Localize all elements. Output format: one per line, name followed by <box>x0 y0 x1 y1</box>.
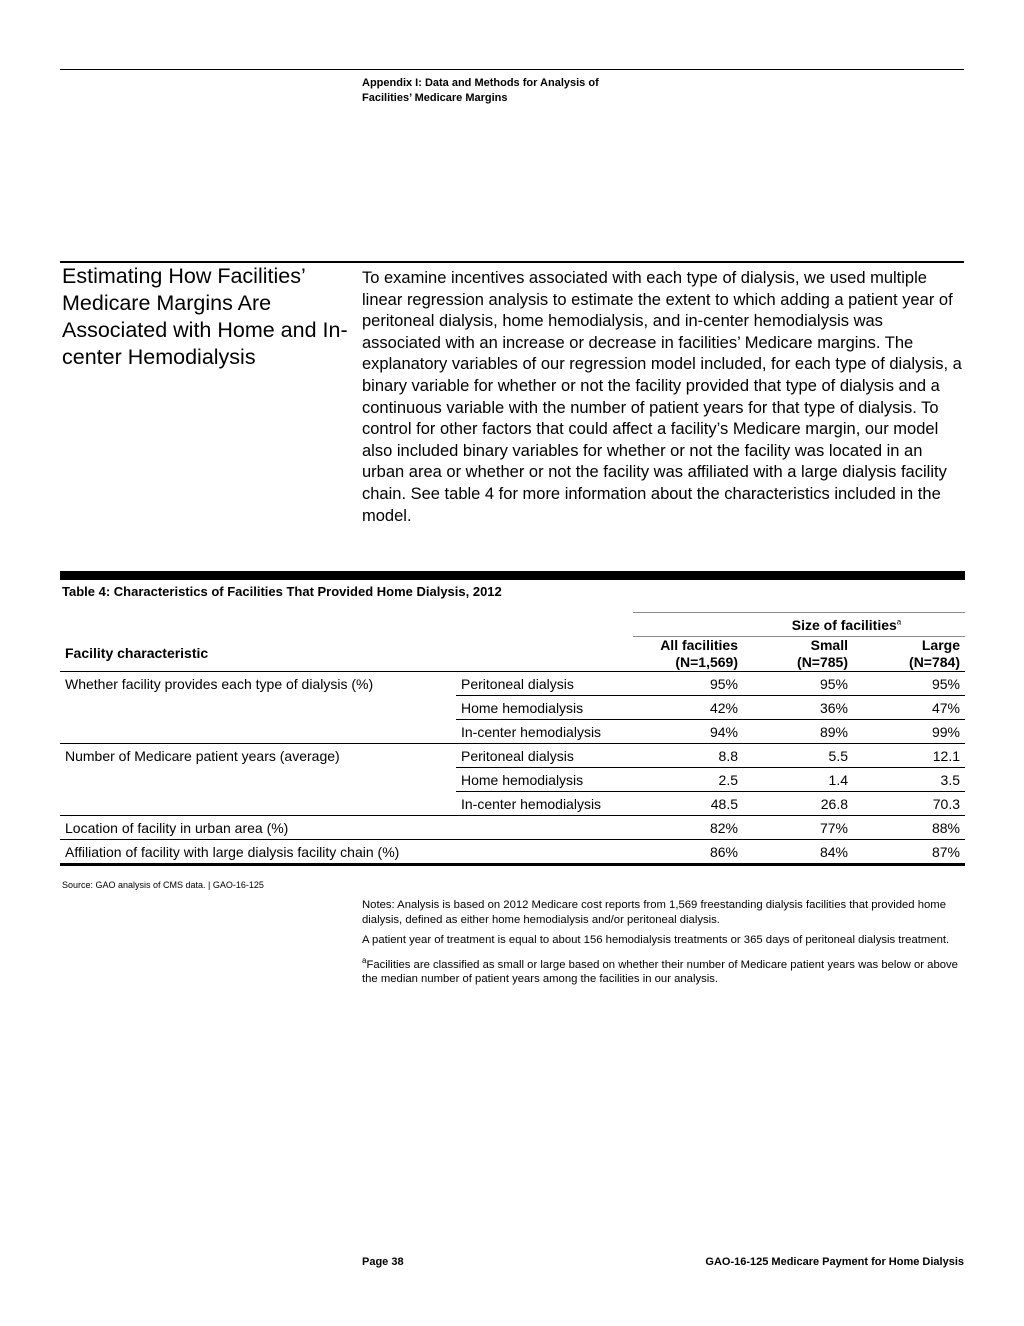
cell-all: 86% <box>633 840 743 865</box>
cell-small: 36% <box>743 696 853 720</box>
cell-all: 94% <box>633 720 743 744</box>
cell-large: 70.3 <box>853 792 965 816</box>
row-subtype <box>456 816 633 840</box>
note-3-text: Facilities are classified as small or large based on whether their number of Medicare patient years was below or above the median number of patient years among the facilities in our analysis. <box>362 958 958 986</box>
col-small-line2: (N=785) <box>797 654 848 670</box>
table-source: Source: GAO analysis of CMS data. | GAO-16-125 <box>62 880 264 890</box>
col-header-characteristic: Facility characteristic <box>65 645 209 662</box>
row-characteristic: Whether facility provides each type of dialysis (%) <box>60 672 456 696</box>
header-rule <box>60 69 964 70</box>
col-all-line1: All facilities <box>660 637 738 653</box>
section-heading: Estimating How Facilities’ Medicare Margins Are Associated with Home and In-center Hemodialysis <box>62 264 348 369</box>
cell-all: 95% <box>633 672 743 696</box>
row-characteristic <box>60 792 456 816</box>
col-large-line1: Large <box>921 637 960 653</box>
row-characteristic: Affiliation of facility with large dialysis facility chain (%) <box>60 840 456 865</box>
cell-all: 82% <box>633 816 743 840</box>
note-3-marker: a <box>362 955 367 965</box>
col-header-small <box>743 637 853 672</box>
cell-small: 95% <box>743 672 853 696</box>
footer-report-title: GAO-16-125 Medicare Payment for Home Dialysis <box>705 1256 964 1268</box>
table-header-columns-row <box>60 637 965 672</box>
row-characteristic: Number of Medicare patient years (average) <box>60 744 456 768</box>
cell-all: 2.5 <box>633 768 743 792</box>
col-header-all-facilities <box>633 637 743 672</box>
footer-page-number: Page 38 <box>362 1256 404 1268</box>
cell-all: 42% <box>633 696 743 720</box>
cell-small: 84% <box>743 840 853 865</box>
table-row <box>60 672 965 696</box>
table-row <box>60 696 965 720</box>
table-row <box>60 768 965 792</box>
col-all-line2: (N=1,569) <box>675 654 738 670</box>
table-row <box>60 744 965 768</box>
cell-large: 3.5 <box>853 768 965 792</box>
row-subtype: Home hemodialysis <box>456 768 633 792</box>
section-body-paragraph: To examine incentives associated with each type of dialysis, we used multiple linear regression analysis to estimate the extent to which adding a patient year of peritoneal dialysis, home hemodialysis, and in-center hemodialysis was associated with an increase or decrease in facilities’ Medicare margins. The explanatory variables of our regression model included, for each type of dialysis, a binary variable for whether or not the facility provided that type of dialysis and a continuous variable with the number of patient years for that type of dialysis. To control for other factors that could affect a facility’s Medicare margin, our model also included binary variables for whether or not the facility was located in an urban area or whether or not the facility was affiliated with a large dialysis facility chain. See table 4 for more information about the characteristics included in the model. <box>362 269 962 525</box>
table-row <box>60 840 965 865</box>
table-header-size-row <box>60 613 965 637</box>
cell-small: 5.5 <box>743 744 853 768</box>
size-of-facilities-header <box>633 613 965 637</box>
col-large-line2: (N=784) <box>909 654 960 670</box>
characteristics-table <box>60 612 965 866</box>
table-title: Table 4: Characteristics of Facilities That Provided Home Dialysis, 2012 <box>62 584 502 599</box>
cell-small: 77% <box>743 816 853 840</box>
row-subtype <box>456 840 633 865</box>
cell-small: 89% <box>743 720 853 744</box>
table-row <box>60 720 965 744</box>
row-subtype: Peritoneal dialysis <box>456 744 633 768</box>
running-head <box>362 76 599 106</box>
table-row <box>60 792 965 816</box>
table-top-bar <box>60 571 965 580</box>
row-subtype: Peritoneal dialysis <box>456 672 633 696</box>
note-3 <box>362 954 964 987</box>
size-of-facilities-label: Size of facilities <box>791 616 897 633</box>
running-head-line1: Appendix I: Data and Methods for Analysis of <box>362 77 599 89</box>
note-2: A patient year of treatment is equal to about 156 hemodialysis treatments or 365 days of peritoneal dialysis treatment. <box>362 934 950 947</box>
table-notes <box>362 898 964 993</box>
cell-large: 87% <box>853 840 965 865</box>
row-subtype: In-center hemodialysis <box>456 792 633 816</box>
note-1: Notes: Analysis is based on 2012 Medicare cost reports from 1,569 freestanding dialysis facilities that provided home dialysis, defined as either home hemodialysis and/or peritoneal dialysis. <box>362 899 946 926</box>
row-characteristic <box>60 720 456 744</box>
cell-large: 95% <box>853 672 965 696</box>
cell-large: 12.1 <box>853 744 965 768</box>
cell-large: 99% <box>853 720 965 744</box>
row-characteristic: Location of facility in urban area (%) <box>60 816 456 840</box>
row-characteristic <box>60 696 456 720</box>
cell-small: 1.4 <box>743 768 853 792</box>
cell-all: 48.5 <box>633 792 743 816</box>
row-subtype: In-center hemodialysis <box>456 720 633 744</box>
cell-small: 26.8 <box>743 792 853 816</box>
row-subtype: Home hemodialysis <box>456 696 633 720</box>
size-footnote-marker: a <box>896 616 902 626</box>
table-row <box>60 816 965 840</box>
cell-large: 47% <box>853 696 965 720</box>
col-small-line1: Small <box>810 637 848 653</box>
cell-large: 88% <box>853 816 965 840</box>
cell-all: 8.8 <box>633 744 743 768</box>
col-header-large <box>853 637 965 672</box>
running-head-line2: Facilities’ Medicare Margins <box>362 92 508 104</box>
row-characteristic <box>60 768 456 792</box>
